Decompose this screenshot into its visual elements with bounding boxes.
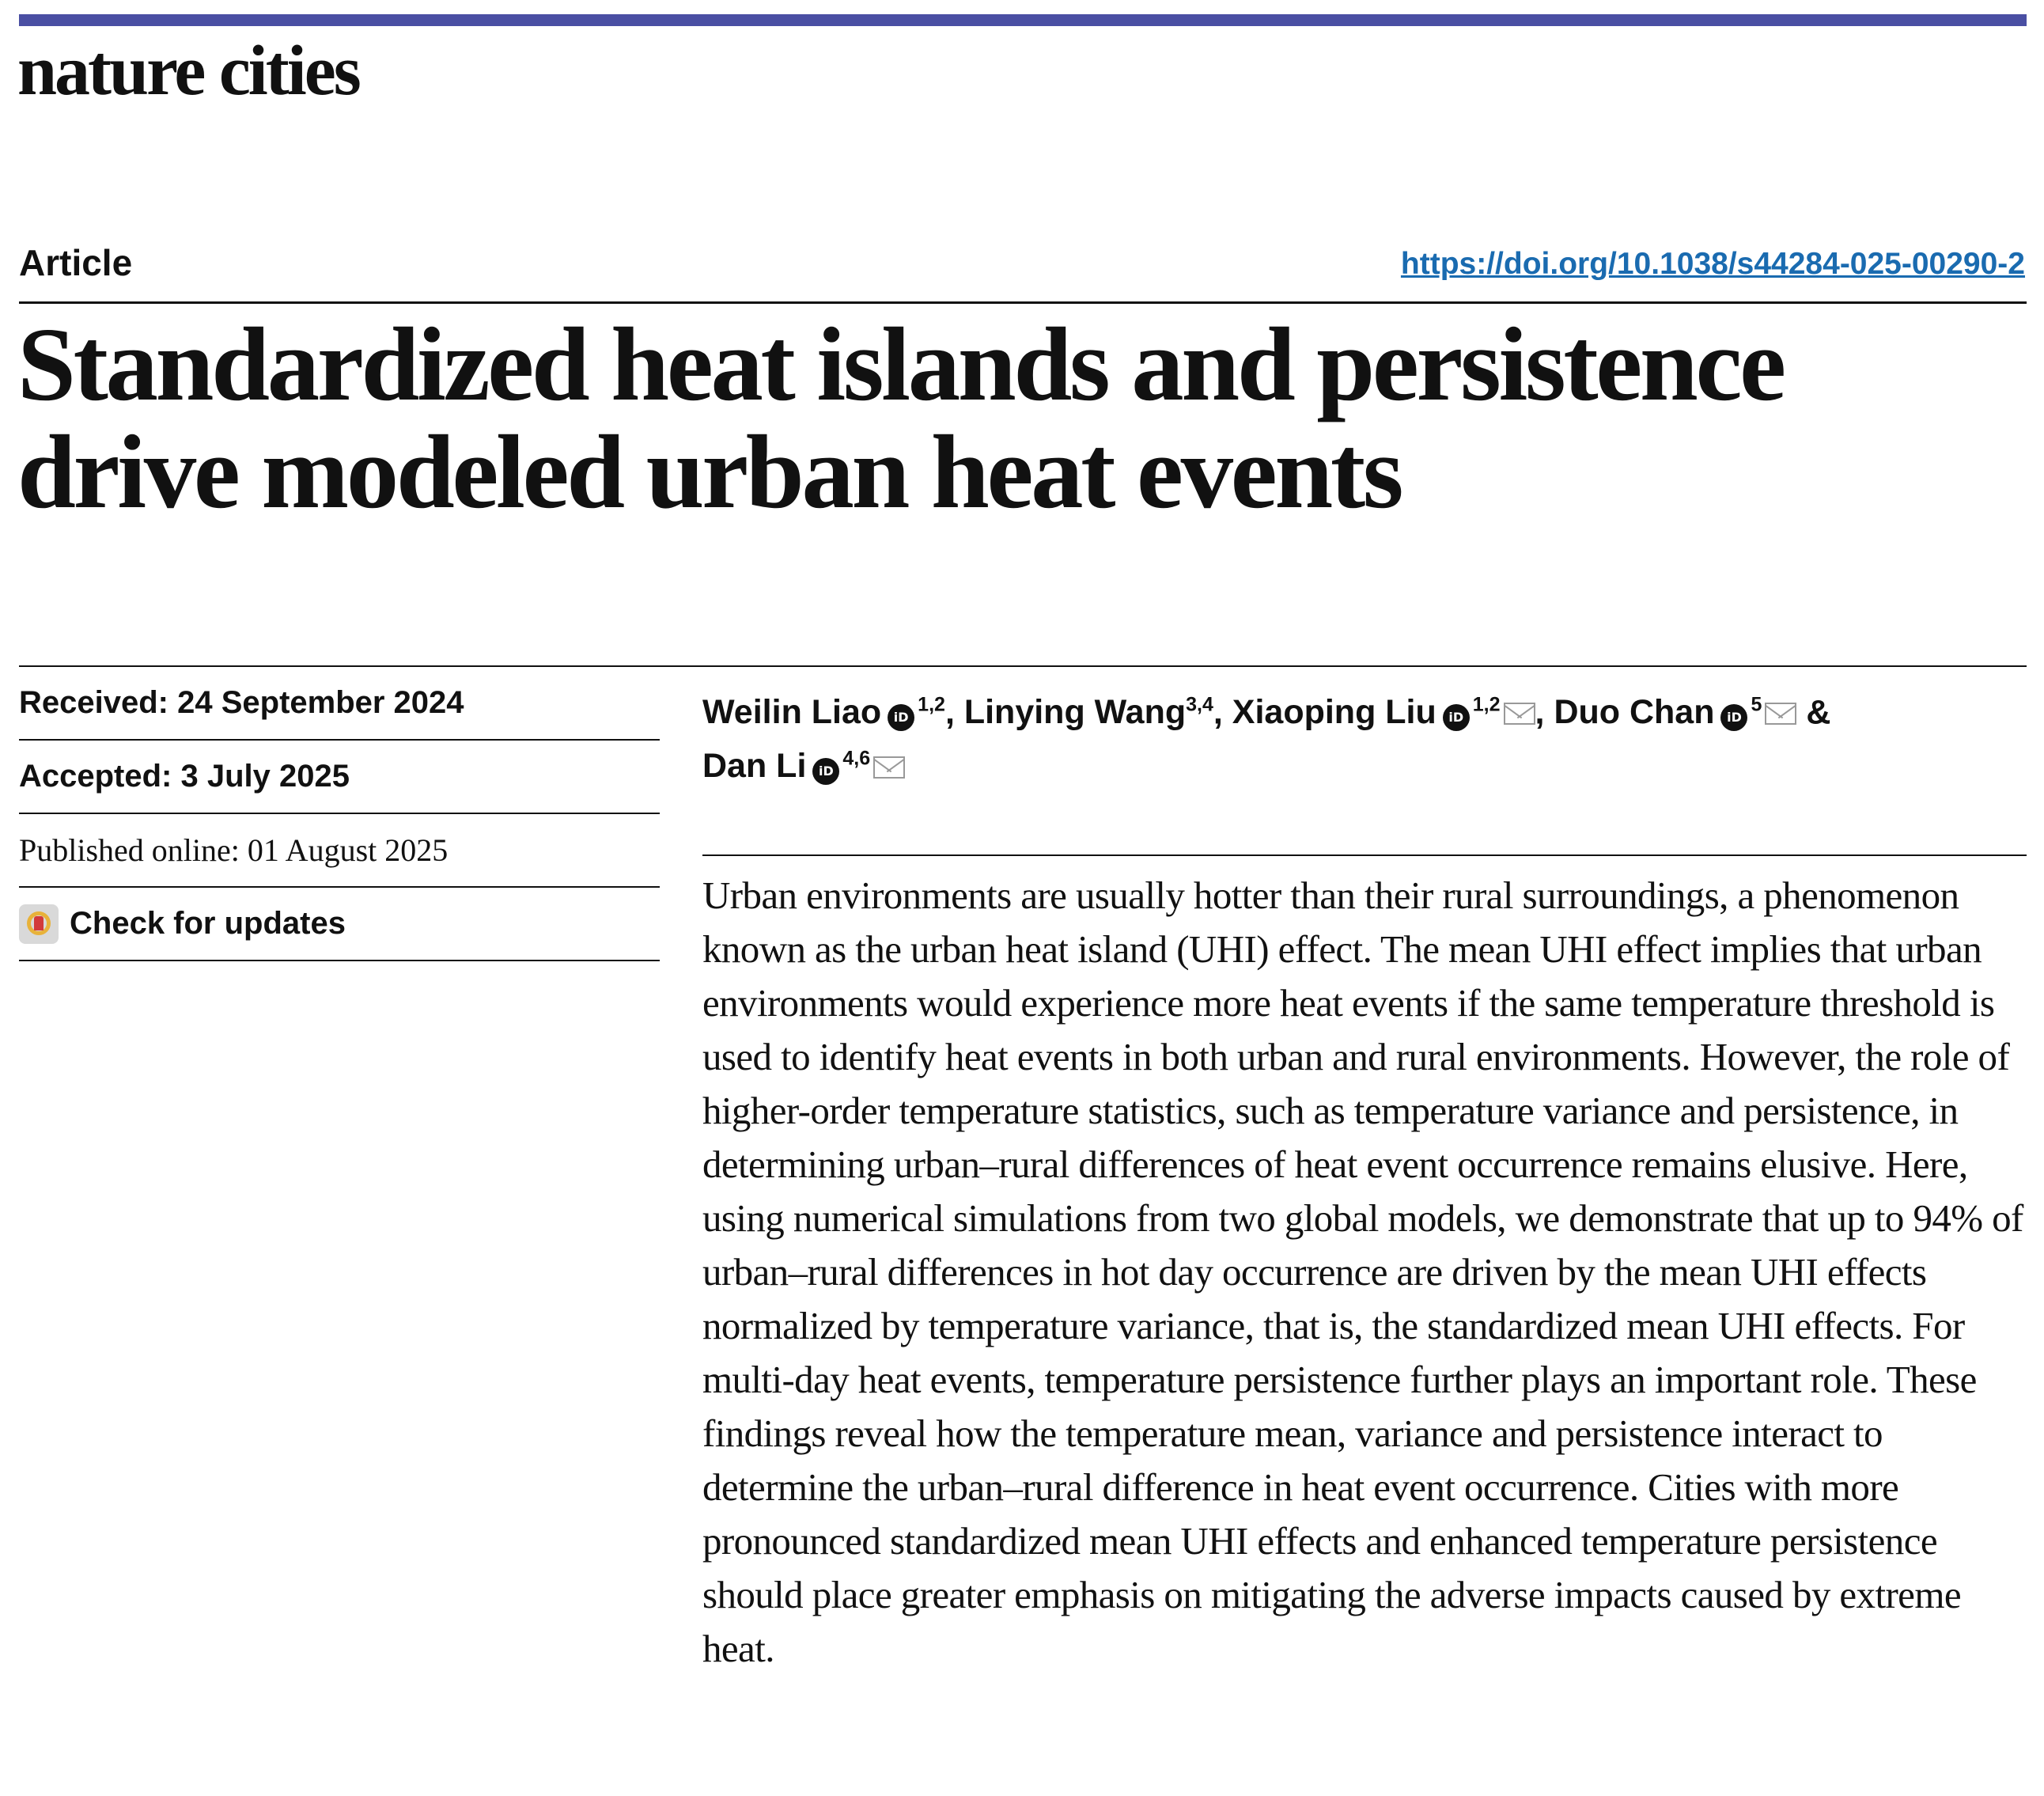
header-divider xyxy=(19,301,2027,304)
accepted-date: Accepted: 3 July 2025 xyxy=(19,741,660,814)
journal-color-bar xyxy=(19,14,2027,26)
author-separator: , xyxy=(944,693,964,732)
author-separator: & xyxy=(1796,693,1831,732)
published-date: Published online: 01 August 2025 xyxy=(19,814,660,888)
author-separator: , xyxy=(1213,693,1232,732)
doi-link[interactable]: https://doi.org/10.1038/s44284-025-00290-2 xyxy=(1400,247,2025,281)
email-icon[interactable] xyxy=(1504,703,1535,725)
affiliation-superscript: 4,6 xyxy=(842,747,871,770)
orcid-icon[interactable]: iD xyxy=(812,758,839,785)
article-type: Article xyxy=(19,242,133,283)
abstract-text: Urban environments are usually hotter than their rural surroundings, a phenomenon known as the urban heat island (UHI) effect. The mean UHI effect implies that urban environments would experience more heat events if the same temperature threshold is used to identify heat events in both urban and rural environments. However, the role of higher-order temperature statistics, such as temperature variance and persistence, in determining urban–rural differences of heat event occurrence remains elusive. Here, using numerical simulations from two global models, we demonstrate that up to 94% of urban–rural differences in hot day occurrence are driven by the mean UHI effects normalized by temperature variance, that is, the standardized mean UHI effects. For multi-day heat events, temperature persistence further plays an important role. These findings reveal how the temperature mean, variance and persistence interact to determine the urban–rural difference in heat event occurrence. Cities with more pronounced standardized mean UHI effects and enhanced temperature persistence should place greater emphasis on mitigating the adverse impacts caused by extreme heat. xyxy=(702,873,2023,1670)
abstract-divider xyxy=(702,854,2027,856)
author-2 xyxy=(1232,693,1535,731)
journal-logo[interactable]: nature cities xyxy=(17,32,359,110)
author-name[interactable]: Duo Chan xyxy=(1554,693,1715,732)
orcid-icon[interactable]: iD xyxy=(888,704,914,731)
orcid-icon[interactable]: iD xyxy=(1720,704,1747,731)
affiliation-superscript: 3,4 xyxy=(1186,694,1213,716)
author-0 xyxy=(702,693,945,731)
check-updates-icon xyxy=(19,904,59,944)
author-list xyxy=(702,682,2016,789)
author-1 xyxy=(964,693,1213,731)
orcid-icon[interactable]: iD xyxy=(1443,704,1470,731)
affiliation-superscript: 5 xyxy=(1751,694,1762,716)
affiliation-superscript: 1,2 xyxy=(1472,694,1501,716)
author-3 xyxy=(1554,693,1796,731)
check-updates-label: Check for updates xyxy=(70,906,346,941)
affiliation-superscript: 1,2 xyxy=(918,694,945,716)
author-separator: , xyxy=(1535,693,1554,732)
email-icon[interactable] xyxy=(873,756,905,779)
article-dates-panel xyxy=(19,667,660,961)
author-4 xyxy=(702,747,905,785)
author-name[interactable]: Dan Li xyxy=(702,746,807,785)
received-date: Received: 24 September 2024 xyxy=(19,667,660,741)
author-name[interactable]: Linying Wang xyxy=(963,693,1187,732)
check-updates-link[interactable] xyxy=(19,888,660,961)
email-icon[interactable] xyxy=(1765,703,1796,725)
author-name[interactable]: Weilin Liao xyxy=(702,693,882,732)
article-title: Standardized heat islands and persistence drive modeled urban heat events xyxy=(17,305,1784,530)
author-name[interactable]: Xiaoping Liu xyxy=(1232,693,1436,732)
